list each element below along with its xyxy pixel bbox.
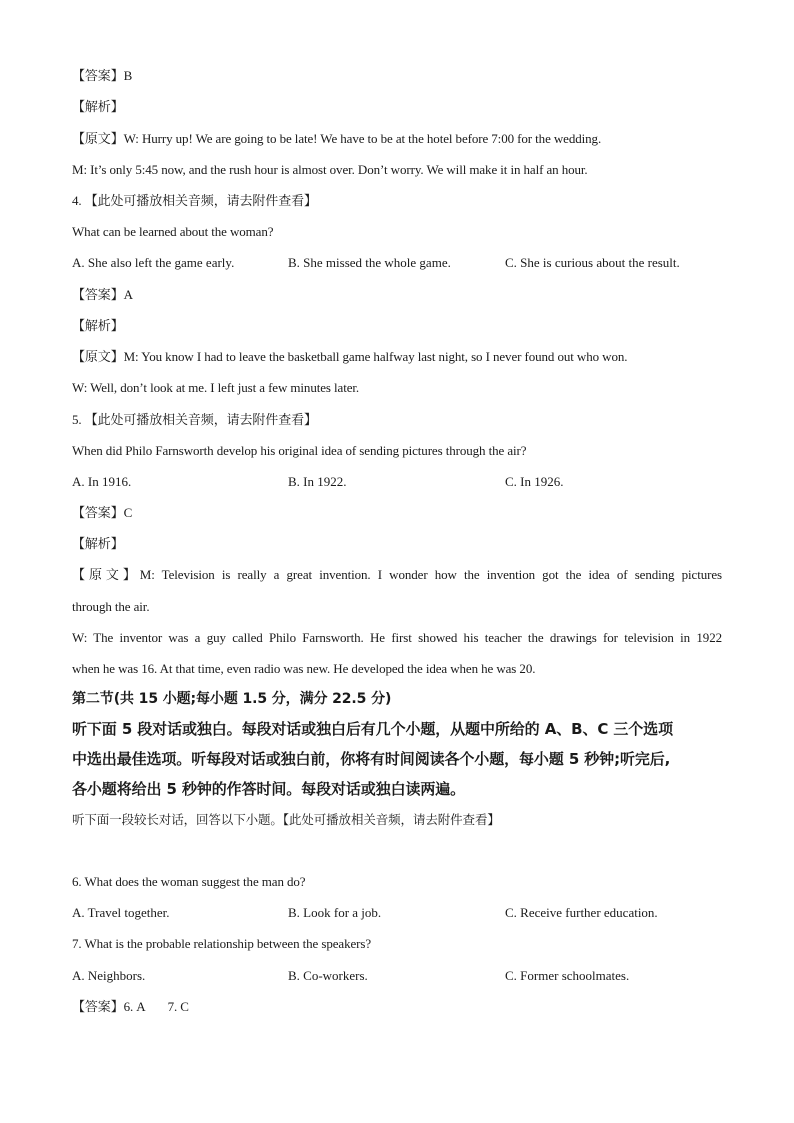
section2-instruction-3: 各小题将给出 5 秒钟的作答时间。每段对话或独白读两遍。 bbox=[72, 780, 466, 798]
q6-option-b: B. Look for a job. bbox=[288, 905, 382, 920]
q5-answer: 【答案】C bbox=[72, 505, 133, 520]
section2-instruction-2: 中选出最佳选项。听每段对话或独白前，你将有时间阅读各个小题，每小题 5 秒钟;听完后, bbox=[72, 750, 671, 768]
q6-option-c: C. Receive further education. bbox=[505, 905, 658, 920]
q7-question: 7. What is the probable relationship between the speakers? bbox=[72, 936, 371, 951]
q4-answer: 【答案】A bbox=[72, 287, 133, 302]
q4-option-c: C. She is curious about the result. bbox=[505, 255, 680, 270]
q4-transcript-2: W: Well, don’t look at me. I left just a few minutes later. bbox=[72, 380, 360, 395]
q5-transcript-4: when he was 16. At that time, even radio was new. He developed the idea when he was 20. bbox=[72, 661, 536, 676]
q5-analysis: 【解析】 bbox=[72, 536, 124, 551]
q3-analysis: 【解析】 bbox=[72, 99, 124, 114]
q4-number: 4. 【此处可播放相关音频，请去附件查看】 bbox=[72, 193, 317, 208]
answers-6-7 bbox=[72, 998, 189, 1016]
q3-transcript-2: M: It’s only 5:45 now, and the rush hour is almost over. Don’t worry. We will make it in half an hour. bbox=[72, 162, 588, 177]
q4-option-a: A. She also left the game early. bbox=[72, 255, 235, 270]
answer-7: 7. C bbox=[167, 999, 189, 1014]
q5-option-c: C. In 1926. bbox=[505, 474, 564, 489]
q6-option-a: A. Travel together. bbox=[72, 905, 170, 920]
q3-transcript-1: 【原文】W: Hurry up! We are going to be late! We have to be at the hotel before 7:00 for the wedding. bbox=[72, 131, 602, 146]
q3-answer: 【答案】B bbox=[72, 68, 133, 83]
answers-label: 【答案】 bbox=[72, 999, 124, 1014]
q5-question: When did Philo Farnsworth develop his original idea of sending pictures through the air? bbox=[72, 443, 527, 458]
q5-number: 5. 【此处可播放相关音频，请去附件查看】 bbox=[72, 412, 317, 427]
q5-option-a: A. In 1916. bbox=[72, 474, 132, 489]
q4-transcript-1: 【原文】M: You know I had to leave the basketball game halfway last night, so I never found out who won. bbox=[72, 349, 628, 364]
q7-option-c: C. Former schoolmates. bbox=[505, 968, 630, 983]
q7-option-b: B. Co-workers. bbox=[288, 968, 368, 983]
answer-6: 6. A bbox=[123, 999, 146, 1014]
q4-option-b: B. She missed the whole game. bbox=[288, 255, 451, 270]
q7-option-a: A. Neighbors. bbox=[72, 968, 146, 983]
q5-transcript-1: 【原文】M: Television is really a great invention. I wonder how the invention got the idea of sending pictures bbox=[72, 567, 722, 582]
q5-transcript-2: through the air. bbox=[72, 599, 150, 614]
q5-option-b: B. In 1922. bbox=[288, 474, 347, 489]
section2-instruction-1: 听下面 5 段对话或独白。每段对话或独白后有几个小题，从题中所给的 A、B、C 三个选项 bbox=[72, 720, 673, 738]
q5-transcript-3: W: The inventor was a guy called Philo Farnsworth. He first showed his teacher the drawings for television in 1922 bbox=[72, 630, 722, 645]
q4-question: What can be learned about the woman? bbox=[72, 224, 274, 239]
section2-title: 第二节(共 15 小题;每小题 1.5 分，满分 22.5 分) bbox=[72, 691, 392, 707]
q4-analysis: 【解析】 bbox=[72, 318, 124, 333]
q6-question: 6. What does the woman suggest the man do? bbox=[72, 874, 306, 889]
section2-note: 听下面一段较长对话，回答以下小题。【此处可播放相关音频，请去附件查看】 bbox=[72, 812, 500, 827]
